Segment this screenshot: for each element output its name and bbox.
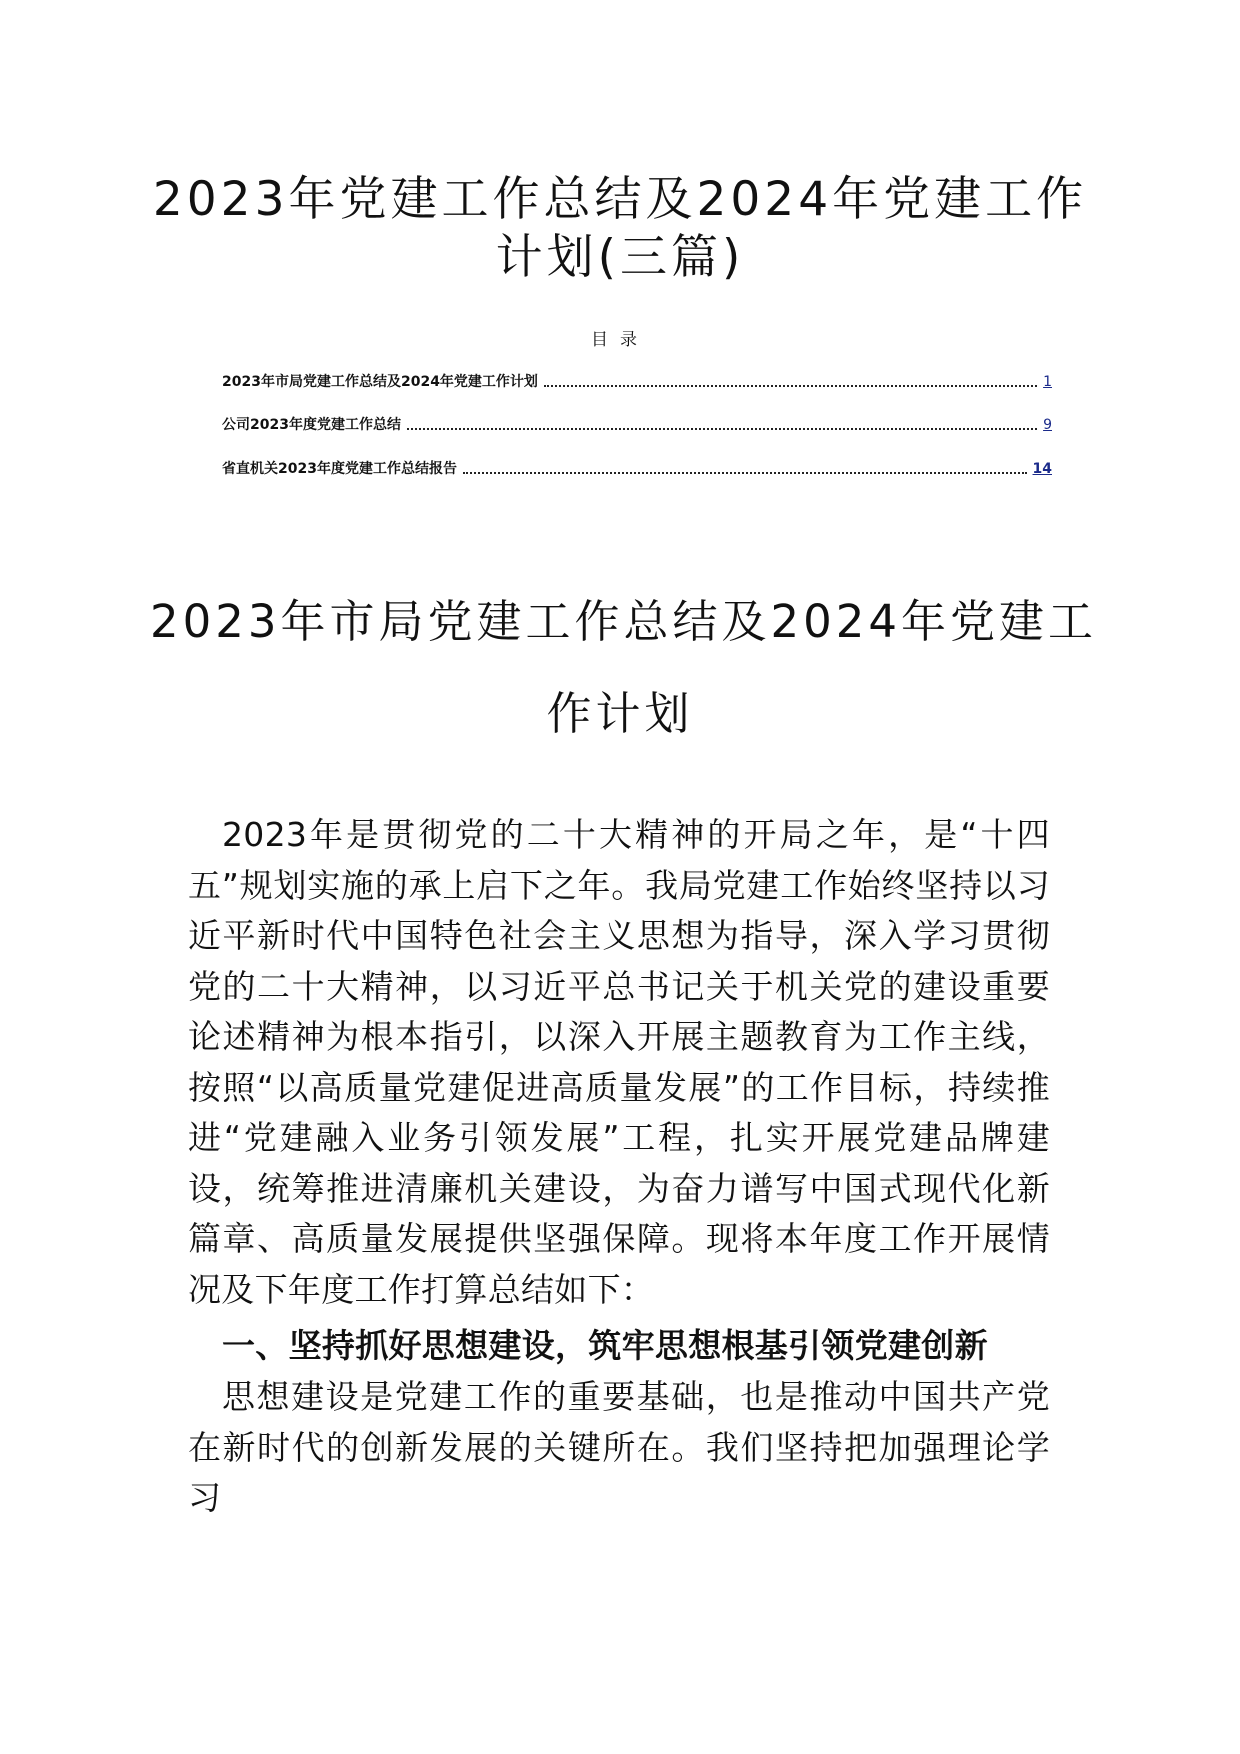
toc-dot-leader	[407, 428, 1037, 430]
toc-heading: 目录	[591, 330, 649, 350]
body-paragraph: 2023年是贯彻党的二十大精神的开局之年，是“十四五”规划实施的承上启下之年。我局党建工作始终坚持以习近平新时代中国特色社会主义思想为指导，深入学习贯彻党的二十大精神，以习近平总书记关于机关党的建设重要论述精神为根本指引，以深入开展主题教育为工作主线，按照“以高质量党建促进高质量发展”的工作目标，持续推进“党建融入业务引领发展”工程，扎实开展党建品牌建设，统筹推进清廉机关建设，为奋力谱写中国式现代化新篇章、高质量发展提供坚强保障。现将本年度工作开展情况及下年度工作打算总结如下：	[188, 815, 1050, 1309]
toc-entry-label: 公司2023年度党建工作总结	[222, 417, 401, 433]
toc-entry-label: 2023年市局党建工作总结及2024年党建工作计划	[222, 374, 538, 390]
toc-dot-leader	[544, 385, 1037, 387]
document-title-line-1: 2023年党建工作总结及2024年党建工作	[152, 172, 1088, 227]
toc-entry[interactable]	[222, 368, 1052, 392]
body-subheading: 一、坚持抓好思想建设，筑牢思想根基引领党建创新	[222, 1326, 988, 1365]
toc-entry-label: 省直机关2023年度党建工作总结报告	[222, 461, 457, 477]
toc-page-link[interactable]: 1	[1043, 374, 1052, 390]
section-title-line-1: 2023年市局党建工作总结及2024年党建工	[150, 595, 1098, 648]
section-title-line-2: 作计划	[546, 687, 694, 740]
toc-entry[interactable]	[222, 411, 1052, 435]
toc-entry[interactable]	[222, 455, 1052, 479]
toc-page-link[interactable]: 14	[1032, 461, 1052, 477]
body-paragraph: 思想建设是党建工作的重要基础，也是推动中国共产党在新时代的创新发展的关键所在。我们坚持把加强理论学习	[188, 1377, 1050, 1517]
document-title-line-2: 计划(三篇)	[495, 230, 745, 285]
toc-dot-leader	[463, 472, 1027, 474]
toc-page-link[interactable]: 9	[1043, 417, 1052, 433]
